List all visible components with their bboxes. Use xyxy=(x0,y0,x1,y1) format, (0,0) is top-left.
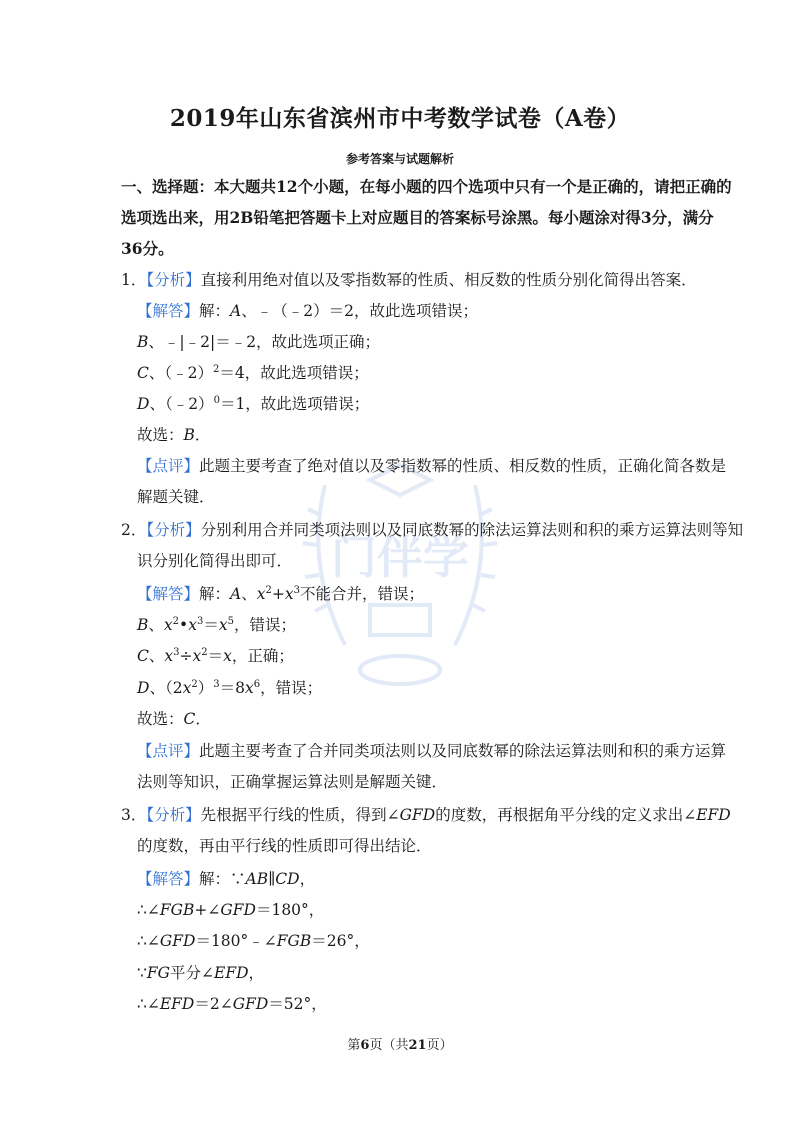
q3-analysis-line-1: 3．【分析】先根据平行线的性质，得到∠GFD的度数，再根据角平分线的定义求出∠EFD xyxy=(121,806,731,824)
comment-tag: 【点评】 xyxy=(137,457,200,475)
q2-answer-c: C、$x^3\div x^2=x$，正确； xyxy=(137,646,294,665)
q3-step-3: ∴∠GFD＝180°﹣∠FGB＝26°， xyxy=(137,932,370,950)
q2-answer-a: 【解答】解：A、$x^2+x^3$不能合并，错误； xyxy=(137,584,425,603)
q1-answer-d: D、（﹣2）$^0$＝1，故此选项错误； xyxy=(137,394,370,413)
q2-answer-d: D、$(2x^2)^3=8x^6$，错误； xyxy=(137,678,323,697)
q1-comment-line-2: 解题关键． xyxy=(137,488,215,506)
q1-answer-a: 【解答】解：A、﹣（﹣2）＝2，故此选项错误； xyxy=(137,302,478,320)
page-title: 2019年山东省滨州市中考数学试卷（A卷） xyxy=(169,105,631,132)
q2-analysis-line-1: 2．【分析】分别利用合并同类项法则以及同底数幂的除法运算法则和积的乘方运算法则等知 xyxy=(121,521,744,539)
q2-comment-line-2: 法则等知识，正确掌握运算法则是解题关键． xyxy=(137,773,448,791)
svg-text:门伴学: 门伴学 xyxy=(331,530,469,584)
q1-answer-b: B、﹣|﹣2|＝﹣2，故此选项正确； xyxy=(137,333,381,351)
q3-step-2: ∴∠FGB+∠GFD＝180°， xyxy=(137,901,325,919)
q1-choice: 故选：B． xyxy=(137,426,211,444)
section-heading-line-1: 一、选择题：本大题共12个小题，在每小题的四个选项中只有一个是正确的，请把正确的 xyxy=(121,177,732,196)
section-heading-line-3: 36分。 xyxy=(121,239,174,258)
q1-answer-c: C、（﹣2）$^2$＝4，故此选项错误； xyxy=(137,363,369,382)
page-footer: 第6页（共21页） xyxy=(347,1038,453,1053)
q1-number: 1． xyxy=(121,271,147,289)
page-subtitle: 参考答案与试题解析 xyxy=(345,152,454,166)
q2-comment-line-1: 【点评】此题主要考查了合并同类项法则以及同底数幂的除法运算法则和积的乘方运算 xyxy=(137,742,727,760)
analysis-tag: 【分析】 xyxy=(146,271,201,289)
q3-step-1: 【解答】解：∵AB∥CD， xyxy=(137,870,316,888)
section-heading-line-2: 选项选出来，用2B铅笔把答题卡上对应题目的答案标号涂黑。每小题涂对得3分，满分 xyxy=(121,208,714,227)
q2-analysis-line-2: 识分别化简得出即可． xyxy=(137,552,293,570)
q1-analysis: 1．【分析】直接利用绝对值以及零指数幂的性质、相反数的性质分别化简得出答案． xyxy=(121,271,697,289)
q2-answer-b: B、$x^2•x^3=x^5$，错误； xyxy=(137,615,296,634)
q2-choice: 故选：C． xyxy=(137,710,211,728)
q1-comment-line-1: 【点评】此题主要考查了绝对值以及零指数幂的性质、相反数的性质，正确化简各数是 xyxy=(137,457,727,475)
watermark-logo-icon xyxy=(295,445,505,705)
q3-step-5: ∴∠EFD＝2∠GFD＝52°， xyxy=(137,995,327,1013)
q2-number: 2． xyxy=(121,521,147,539)
q3-number: 3． xyxy=(121,806,147,824)
q3-analysis-line-2: 的度数，再由平行线的性质即可得出结论． xyxy=(137,837,432,855)
answer-tag: 【解答】 xyxy=(137,302,200,320)
q3-step-4: ∵FG平分∠EFD， xyxy=(137,964,265,982)
